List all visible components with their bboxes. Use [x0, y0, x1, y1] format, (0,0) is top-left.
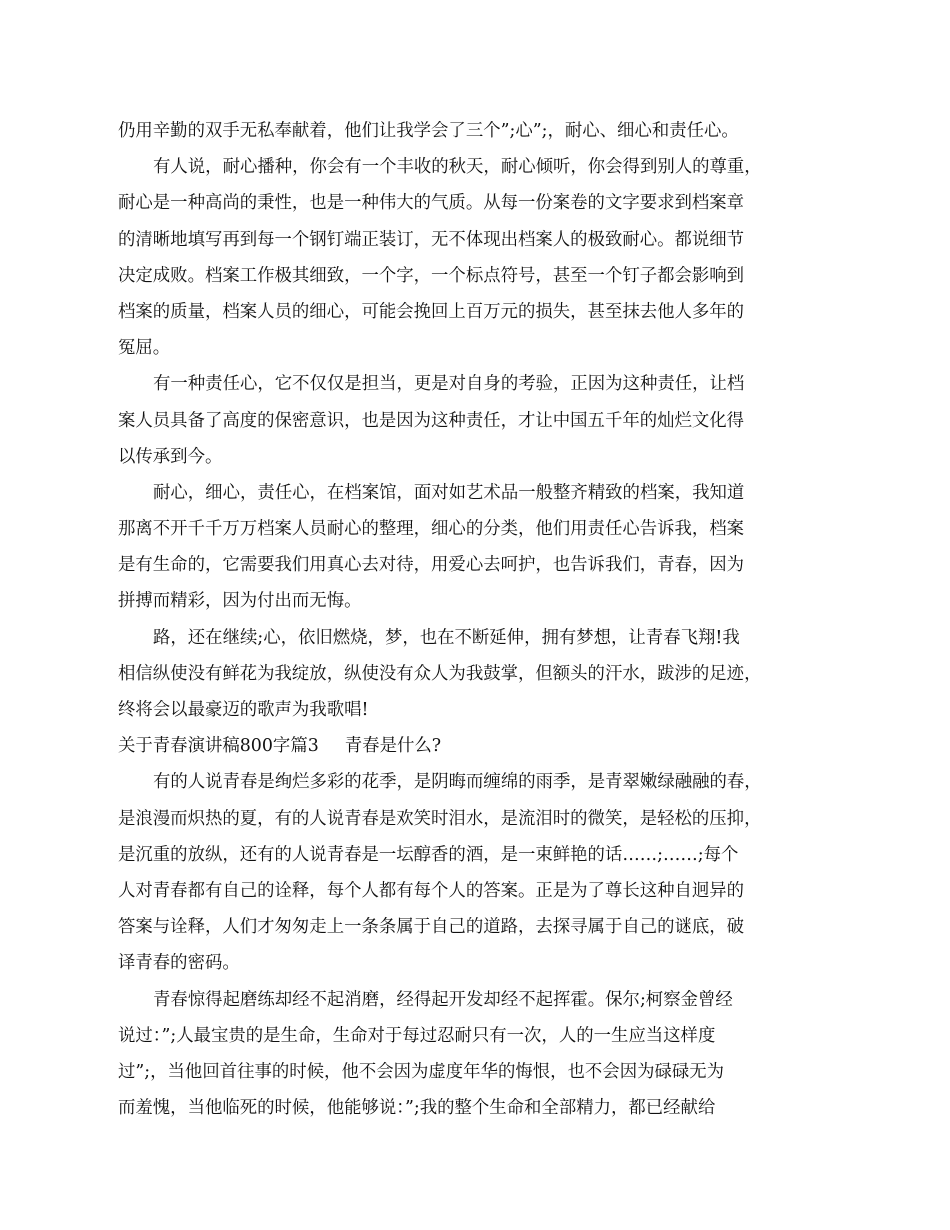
text-line: 答案与诠释，人们才匆匆走上一条条属于自己的道路，去探寻属于自己的谜底，破 [118, 917, 745, 938]
text-line: 路，还在继续;心，依旧燃烧，梦，也在不断延伸，拥有梦想，让青春飞翔!我 [153, 627, 740, 648]
section-heading [118, 728, 832, 764]
text-line: 是沉重的放纵，还有的人说青春是一坛醇香的酒，是一束鲜艳的话……;……;每个 [118, 844, 739, 865]
text-line: 冤屈。 [118, 338, 171, 359]
text-line: 档案的质量，档案人员的细心，可能会挽回上百万元的损失，甚至抹去他人多年的 [118, 301, 745, 322]
text-line: 耐心是一种高尚的秉性，也是一种伟大的气质。从每一份案卷的文字要求到档案章 [118, 193, 745, 214]
paragraphs-after-heading [118, 764, 832, 1126]
text-line: 译青春的密码。 [118, 953, 240, 974]
text-line: 有一种责任心，它不仅仅是担当，更是对自身的考验，正因为这种责任，让档 [153, 374, 745, 395]
text-line: 青春惊得起磨练却经不起消磨，经得起开发却经不起挥霍。保尔;柯察金曾经 [153, 989, 733, 1010]
section-heading-subtitle: 青春是什么? [344, 736, 442, 757]
paragraphs-before-heading [118, 113, 832, 728]
document-body [118, 113, 832, 1126]
text-line: 相信纵使没有鲜花为我绽放，纵使没有众人为我鼓掌，但额头的汗水，跋涉的足迹， [118, 663, 762, 684]
text-line: 那离不开千千万万档案人员耐心的整理，细心的分类，他们用责任心告诉我，档案 [118, 519, 745, 540]
text-line: 而羞愧，当他临死的时候，他能够说：”;我的整个生命和全部精力，都已经献给 [118, 1098, 716, 1119]
text-line: 人对青春都有自己的诠释，每个人都有每个人的答案。正是为了尊长这种自迥异的 [118, 880, 745, 901]
text-line: 有的人说青春是绚烂多彩的花季，是阴晦而缠绵的雨季，是青翠嫩绿融融的春， [153, 772, 762, 793]
text-line: 仍用辛勤的双手无私奉献着，他们让我学会了三个”;心”;，耐心、细心和责任心。 [118, 121, 739, 141]
text-line: 过”;，当他回首往事的时候，他不会因为虚度年华的悔恨，也不会因为碌碌无为 [118, 1061, 725, 1082]
text-line: 耐心，细心，责任心，在档案馆，面对如艺术品一般整齐精致的档案，我知道 [153, 482, 745, 503]
text-line: 是有生命的，它需要我们用真心去对待，用爱心去呵护，也告诉我们，青春，因为 [118, 555, 745, 576]
text-line: 的清晰地填写再到每一个钢钉端正装订，无不体现出档案人的极致耐心。都说细节 [118, 229, 745, 250]
section-heading-title: 关于青春演讲稿800字篇3 [118, 736, 319, 757]
text-line: 有人说，耐心播种，你会有一个丰收的秋天，耐心倾听，你会得到别人的尊重， [153, 157, 762, 178]
text-line: 拼搏而精彩，因为付出而无悔。 [118, 591, 362, 612]
text-line: 是浪漫而炽热的夏，有的人说青春是欢笑时泪水，是流泪时的微笑，是轻松的压抑， [118, 808, 762, 829]
text-line: 决定成败。档案工作极其细致，一个字，一个标点符号，甚至一个钉子都会影响到 [118, 265, 745, 286]
text-line: 说过：”;人最宝贵的是生命，生命对于每过忍耐只有一次，人的一生应当这样度 [118, 1025, 716, 1046]
text-line: 案人员具备了高度的保密意识，也是因为这种责任，才让中国五千年的灿烂文化得 [118, 410, 745, 431]
text-line: 终将会以最豪迈的歌声为我歌唱! [118, 700, 369, 720]
text-line: 以传承到今。 [118, 446, 223, 467]
